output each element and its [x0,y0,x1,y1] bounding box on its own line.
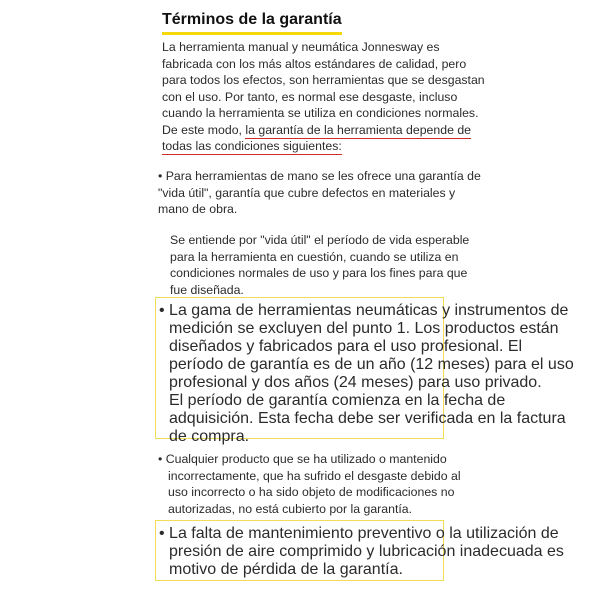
item-line: presión de aire comprimido y lubricación inadecuada es [169,543,564,560]
intro-line: con el uso. Por tanto, es normal ese desgaste, incluso [162,89,458,104]
item-line: El período de garantía comienza en la fecha de [169,392,506,409]
warranty-item-hand-tools [158,168,481,218]
intro-line-7 [162,138,452,155]
item-line: • La falta de mantenimiento preventivo o la utilización de [159,525,559,542]
intro-line: La herramienta manual y neumática Jonnesway es [162,40,440,54]
item-line: "vida útil", garantía que cubre defectos en materiales y [158,185,456,200]
lifetime-note [170,232,470,298]
item-line: diseñados y fabricados para el uso profesional. El [169,338,523,355]
item-line: mano de obra. [158,202,238,216]
item-line: medición se excluyen del punto 1. Los productos están [169,320,559,337]
item-line: profesional y dos años (24 meses) para uso privado. [169,374,542,391]
intro-line-prefix: De este modo, [162,122,246,137]
intro-line: cuando la herramienta se utiliza en condiciones normales. [162,106,479,120]
intro-paragraph [162,39,485,155]
note-line: condiciones normales de uso y para los fines para que [170,266,468,280]
highlight-box-pneumatic [155,297,574,445]
item-line: autorizadas, no está cubierto por la garantía. [168,501,413,516]
red-underlined-text: la garantía de la herramienta depende de [245,122,471,137]
highlight-box-maintenance [155,520,564,581]
note-line: para la herramienta en cuestión, cuando se utiliza en [170,249,459,264]
note-line: fue diseñada. [170,282,244,297]
item-line: período de garantía es de un año (12 meses) para el uso [169,356,574,373]
note-line: Se entiende por "vida útil" el período de vida esperable [170,233,470,247]
intro-line-6 [162,122,471,139]
item-line: adquisición. Esta fecha debe ser verificada en la factura [169,410,566,427]
intro-line: fabricada con los más altos estándares de calidad, pero [162,56,467,71]
red-underlined-text: todas las condiciones siguientes: [162,139,342,153]
item-line: • La gama de herramientas neumáticas y instrumentos de [159,302,569,319]
item-line: • Cualquier producto que se ha utilizado o mantenido [158,452,447,466]
warranty-item-misuse [158,451,461,517]
item-line: • Para herramientas de mano se les ofrece una garantía de [158,169,481,183]
item-line: incorrectamente, que ha sufrido el desgaste debido al [168,468,461,483]
item-line: de compra. [169,428,250,445]
item-line: uso incorrecto o ha sido objeto de modificaciones no [168,485,455,499]
item-line: motivo de pérdida de la garantía. [169,561,403,578]
page-title: Términos de la garantía [162,11,342,35]
intro-line: para todos los efectos, son herramientas que se desgastan [162,73,485,87]
